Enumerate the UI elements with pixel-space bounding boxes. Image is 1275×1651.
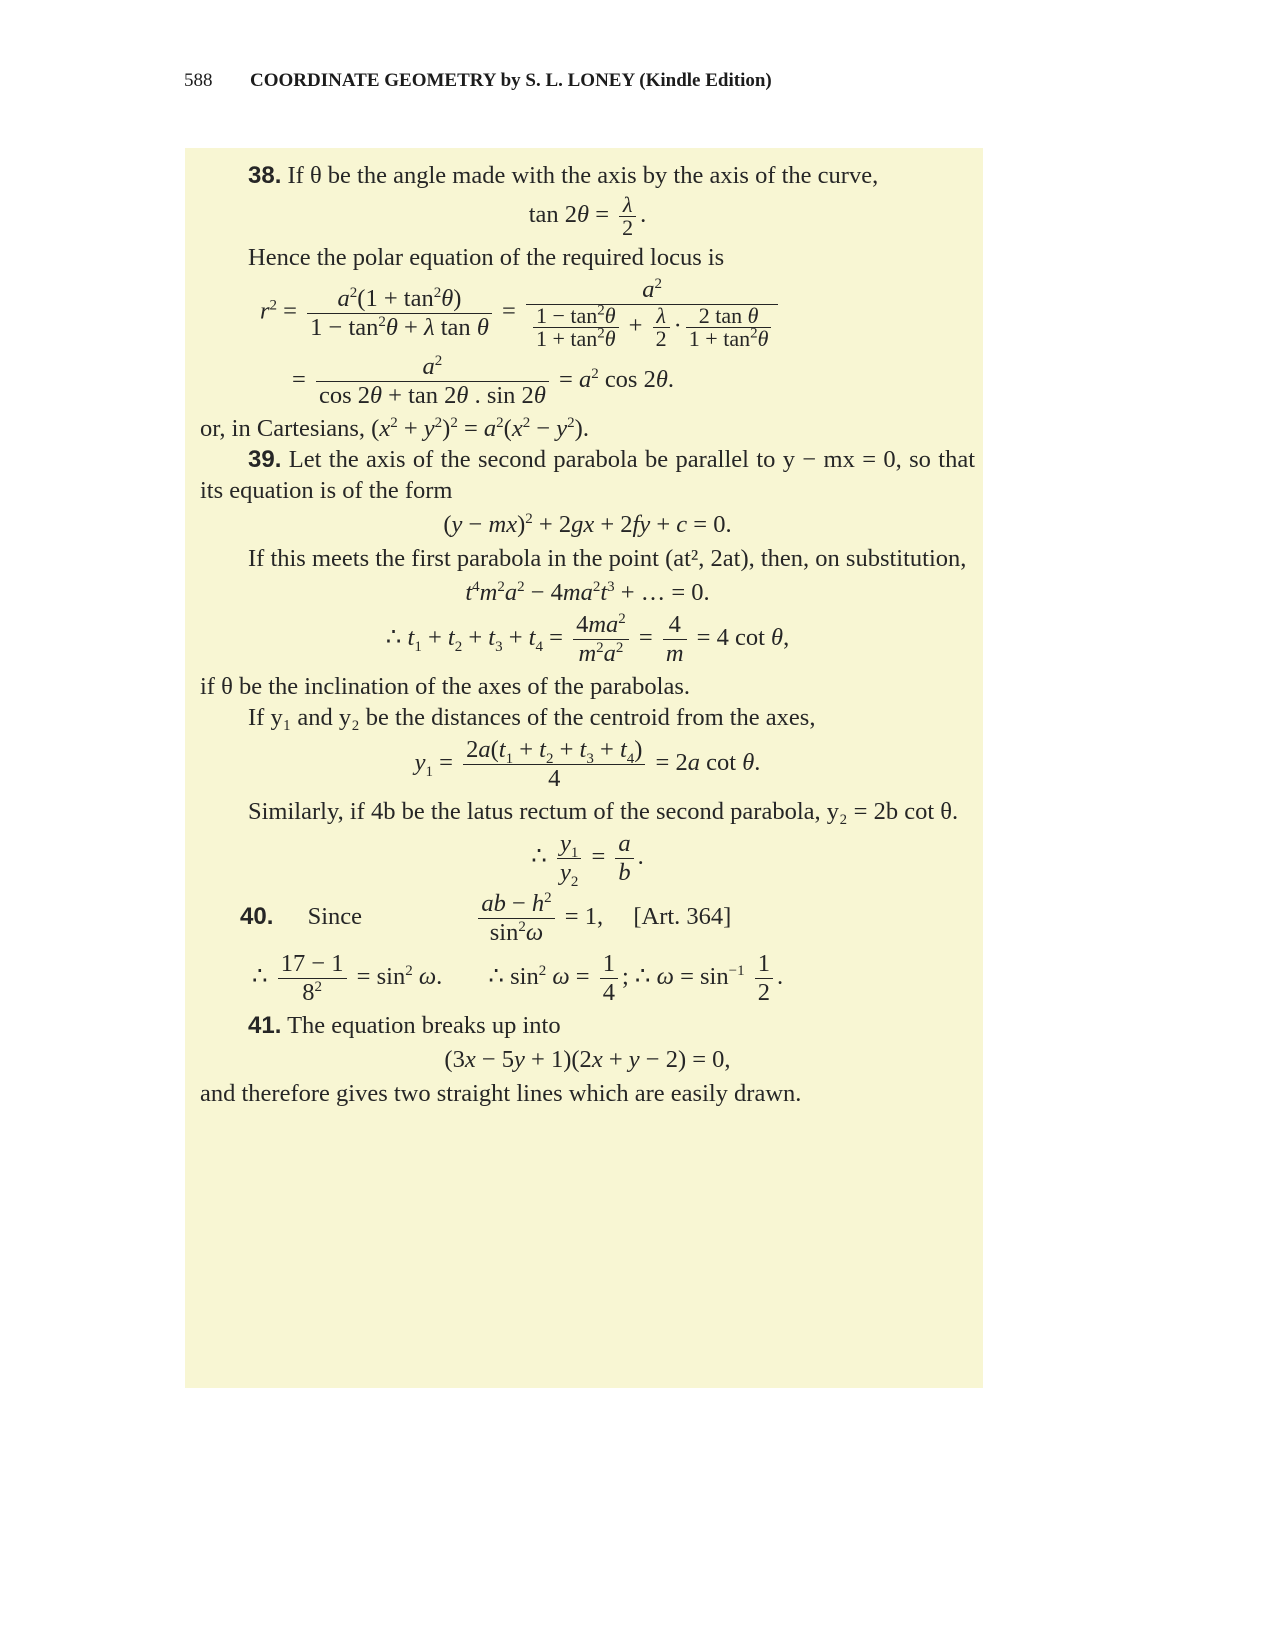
equation: ∴ $t_1 + t_2 + t_3 + t_4$ = $\frac{4ma^2}{m^2a^2}$ = $\frac{4}{m}$ = 4 cot θ, bbox=[385, 610, 790, 667]
solution-text: If θ be the angle made with the axis by the axis of the curve, bbox=[287, 162, 879, 189]
solution-number: 38. bbox=[248, 162, 282, 189]
page-number: 588 bbox=[184, 70, 213, 91]
equation: = $\frac{a^2}{\cos 2\theta + \tan 2\theta . \sin 2\theta}$ = $a^2$ cos 2θ. bbox=[292, 352, 675, 409]
solution-text: or, in Cartesians, bbox=[200, 415, 366, 442]
equation: (y − mx)$^2$ + 2gx + 2fy + c = 0. bbox=[443, 510, 732, 538]
solution-text: Let the axis of the second parabola be parallel to y − mx = 0, so that its equation is of the form bbox=[200, 446, 976, 504]
solution-38-intro bbox=[200, 160, 975, 191]
solution-text: If this meets the first parabola in the point (at², 2at), then, on substitution, bbox=[248, 545, 967, 572]
page-content bbox=[200, 160, 975, 1109]
equation: ∴ $\frac{17 - 1}{8^2}$ = $\sin^2 \omega$. ∴ $\sin^2 \omega$ = $\frac{1}{4}$ ; ∴ $\omega = \sin^{-1}$ $\frac{1}{2}$ . bbox=[252, 950, 784, 1006]
equation: (3x − 5y + 1)(2x + y − 2) = 0, bbox=[444, 1046, 731, 1073]
solution-39-intro bbox=[200, 444, 975, 506]
page-header bbox=[184, 70, 772, 92]
solution-text: Since bbox=[307, 903, 363, 931]
solution-text: if θ be the inclination of the axes of the parabolas. bbox=[200, 673, 690, 700]
solution-38-cartesian: or, in Cartesians, $(x^2 + y^2)^2 = a^2(x^2 - y^2)$. bbox=[200, 414, 589, 442]
solution-number: 40. bbox=[240, 903, 274, 931]
equation-polar: $r^2$ = $\frac{a^2(1 + \tan^2\theta)}{1 - \tan^2\theta + \lambda \tan \theta}$ = $a^2$ $\frac{1 - \tan^2\theta}{1 + \tan^2\theta}$ + $\frac{\lambda}{2}$ · $\frac{\text{2 tan θ}}{1 + \tan^2\theta}$ bbox=[200, 276, 975, 350]
book-title: COORDINATE GEOMETRY by S. L. LONEY (Kindle Edition) bbox=[250, 70, 772, 91]
equation: $y_1$ = $\frac{2a(t_1 + t_2 + t_3 + t_4)}{4}$ = 2a cot θ. bbox=[414, 736, 761, 792]
equation: ∴ $\frac{y_1}{y_2}$ = $\frac{a}{b}$ . bbox=[531, 830, 644, 890]
solution-text: Hence the polar equation of the required locus is bbox=[248, 244, 725, 271]
solution-40: 40. Since $\frac{ab - h^2}{\sin^2\omega}$ = 1, [Art. 364] bbox=[240, 889, 732, 946]
solution-text: and therefore gives two straight lines which are easily drawn. bbox=[200, 1080, 802, 1107]
solution-text: Similarly, if 4b be the latus rectum of the second parabola, y₂ = 2b cot θ. bbox=[248, 798, 959, 825]
solution-number: 41. bbox=[248, 1012, 282, 1039]
solution-41-intro bbox=[200, 1010, 975, 1041]
solution-number: 39. bbox=[248, 446, 282, 473]
equation: tan 2θ = $\frac{\lambda}{2}$ . bbox=[528, 192, 647, 240]
solution-text: If y₁ and y₂ be the distances of the centroid from the axes, bbox=[248, 704, 816, 731]
solution-text: The equation breaks up into bbox=[287, 1012, 561, 1039]
article-reference: [Art. 364] bbox=[633, 903, 732, 931]
equation: $t^4m^2a^2 - 4ma^2t^3$ + … = 0. bbox=[465, 578, 710, 606]
